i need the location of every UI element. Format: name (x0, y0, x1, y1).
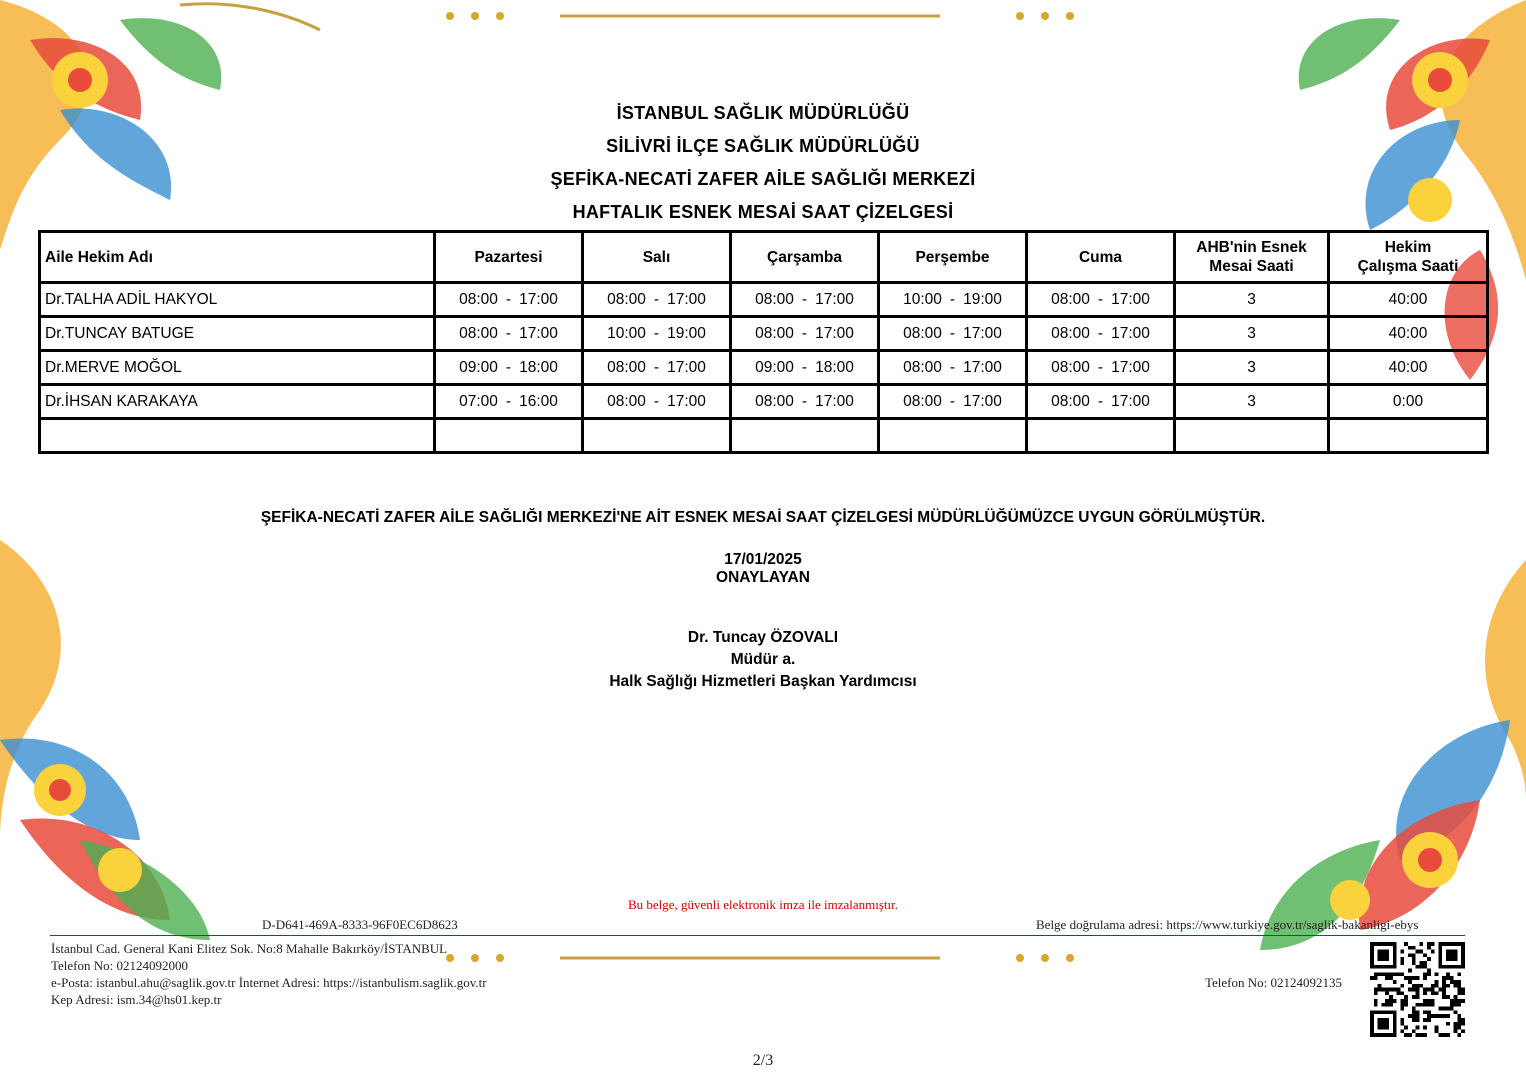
start-time: 08:00 (607, 358, 646, 376)
time-separator: - (653, 392, 660, 410)
gold-border-bottom-icon (430, 950, 1110, 966)
start-time: 09:00 (755, 358, 794, 376)
ahb-hours-cell: 3 (1175, 283, 1329, 317)
end-time: 18:00 (519, 358, 558, 376)
day-hours-cell (583, 317, 731, 351)
start-time: 08:00 (1051, 290, 1090, 308)
time-separator: - (1097, 324, 1104, 342)
column-header-monday: Pazartesi (435, 232, 583, 283)
end-time: 17:00 (815, 392, 854, 410)
document-title: HAFTALIK ESNEK MESAİ SAAT ÇİZELGESİ (572, 202, 954, 222)
start-time: 08:00 (1051, 324, 1090, 342)
start-time: 08:00 (755, 392, 794, 410)
start-time: 08:00 (1051, 392, 1090, 410)
day-hours-cell (435, 283, 583, 317)
table-row (40, 385, 1488, 419)
column-header-thursday: Perşembe (879, 232, 1027, 283)
footer-address: İstanbul Cad. General Kani Elitez Sok. No:8 Mahalle Bakırköy/İSTANBUL (51, 941, 448, 956)
end-time: 17:00 (963, 324, 1002, 342)
column-header-ahb-hours (1175, 232, 1329, 283)
signer-title: Müdür a. (730, 651, 796, 668)
ahb-hours-cell: 3 (1175, 351, 1329, 385)
day-hours-cell (435, 351, 583, 385)
start-time: 08:00 (755, 324, 794, 342)
footer-kep: Kep Adresi: ism.34@hs01.kep.tr (51, 992, 222, 1007)
time-separator: - (505, 392, 512, 410)
day-hours-cell (1027, 317, 1175, 351)
approver-label: ONAYLAYAN (716, 569, 810, 586)
day-hours-cell (731, 283, 879, 317)
day-hours-cell (1027, 283, 1175, 317)
end-time: 17:00 (1111, 290, 1150, 308)
day-hours-cell (435, 317, 583, 351)
table-row-empty (40, 419, 1488, 453)
end-time: 16:00 (519, 392, 558, 410)
start-time: 08:00 (607, 392, 646, 410)
verification-link[interactable]: Belge doğrulama adresi: https://www.turkiye.gov.tr/saglik-bakanligi-ebys (1036, 917, 1419, 932)
time-separator: - (653, 358, 660, 376)
column-header-doctor: Aile Hekim Adı (40, 232, 435, 283)
end-time: 17:00 (815, 290, 854, 308)
day-hours-cell (1027, 385, 1175, 419)
end-time: 19:00 (667, 324, 706, 342)
empty-cell (731, 419, 879, 453)
end-time: 17:00 (667, 392, 706, 410)
column-header-tuesday: Salı (583, 232, 731, 283)
column-header-ahb-line1: AHB'nin Esnek (1196, 239, 1307, 256)
signer-position: Halk Sağlığı Hizmetleri Başkan Yardımcısı (609, 673, 917, 690)
footer-phone: Telefon No: 02124092000 (51, 958, 189, 973)
day-hours-cell (879, 351, 1027, 385)
end-time: 17:00 (667, 290, 706, 308)
day-hours-cell (583, 385, 731, 419)
doctor-name: Dr.TALHA ADİL HAKYOL (40, 283, 435, 317)
end-time: 17:00 (815, 324, 854, 342)
day-hours-cell (583, 351, 731, 385)
end-time: 17:00 (1111, 324, 1150, 342)
start-time: 08:00 (459, 324, 498, 342)
time-separator: - (949, 392, 956, 410)
approval-date: 17/01/2025 (724, 551, 802, 568)
end-time: 17:00 (1111, 392, 1150, 410)
time-separator: - (505, 358, 512, 376)
column-header-ahb-line2: Mesai Saati (1209, 258, 1294, 275)
table-row (40, 351, 1488, 385)
signer-name: Dr. Tuncay ÖZOVALI (687, 629, 839, 646)
doctor-name: Dr.İHSAN KARAKAYA (40, 385, 435, 419)
time-separator: - (1097, 392, 1104, 410)
end-time: 19:00 (963, 290, 1002, 308)
start-time: 08:00 (1051, 358, 1090, 376)
schedule-table (38, 230, 1489, 454)
day-hours-cell (879, 317, 1027, 351)
time-separator: - (801, 324, 808, 342)
doctor-hours-cell: 40:00 (1329, 283, 1488, 317)
doctor-hours-cell: 0:00 (1329, 385, 1488, 419)
time-separator: - (505, 290, 512, 308)
day-hours-cell (435, 385, 583, 419)
doctor-hours-cell: 40:00 (1329, 317, 1488, 351)
footer-email-web: e-Posta: istanbul.ahu@saglik.gov.tr İnternet Adresi: https://istanbulism.saglik.gov.tr (51, 975, 487, 990)
time-separator: - (949, 324, 956, 342)
ahb-hours-cell: 3 (1175, 317, 1329, 351)
end-time: 17:00 (1111, 358, 1150, 376)
start-time: 09:00 (459, 358, 498, 376)
start-time: 10:00 (903, 290, 942, 308)
qr-code-icon (1370, 942, 1465, 1037)
doctor-name: Dr.MERVE MOĞOL (40, 351, 435, 385)
time-separator: - (949, 358, 956, 376)
day-hours-cell (1027, 351, 1175, 385)
esign-note: Bu belge, güvenli elektronik imza ile imzalanmıştır. (627, 897, 899, 912)
day-hours-cell (731, 385, 879, 419)
end-time: 17:00 (963, 392, 1002, 410)
footer-divider (50, 935, 1465, 936)
ahb-hours-cell: 3 (1175, 385, 1329, 419)
doctor-hours-cell: 40:00 (1329, 351, 1488, 385)
time-separator: - (1097, 358, 1104, 376)
empty-cell (1329, 419, 1488, 453)
empty-cell (435, 419, 583, 453)
start-time: 10:00 (607, 324, 646, 342)
column-header-hekim-line1: Hekim (1384, 239, 1432, 256)
end-time: 17:00 (667, 358, 706, 376)
document-code: D-D641-469A-8333-96F0EC6D8623 (262, 917, 458, 932)
table-row (40, 283, 1488, 317)
table-row (40, 317, 1488, 351)
empty-cell (40, 419, 435, 453)
start-time: 08:00 (755, 290, 794, 308)
page-number: 2/3 (752, 1052, 774, 1069)
column-header-doctor-hours (1329, 232, 1488, 283)
start-time: 08:00 (903, 392, 942, 410)
column-header-friday: Cuma (1027, 232, 1175, 283)
time-separator: - (505, 324, 512, 342)
time-separator: - (653, 290, 660, 308)
day-hours-cell (879, 385, 1027, 419)
start-time: 08:00 (903, 358, 942, 376)
start-time: 08:00 (903, 324, 942, 342)
day-hours-cell (731, 351, 879, 385)
center-title: ŞEFİKA-NECATİ ZAFER AİLE SAĞLIĞI MERKEZİ (550, 169, 976, 189)
day-hours-cell (879, 283, 1027, 317)
day-hours-cell (731, 317, 879, 351)
empty-cell (1027, 419, 1175, 453)
time-separator: - (653, 324, 660, 342)
footer-right-phone: Telefon No: 02124092135 (1205, 975, 1343, 990)
gold-border-top-icon (430, 8, 1110, 24)
start-time: 07:00 (459, 392, 498, 410)
end-time: 17:00 (519, 324, 558, 342)
column-header-hekim-line2: Çalışma Saati (1357, 258, 1459, 275)
empty-cell (879, 419, 1027, 453)
time-separator: - (801, 290, 808, 308)
day-hours-cell (583, 283, 731, 317)
start-time: 08:00 (459, 290, 498, 308)
institution-title: İSTANBUL SAĞLIK MÜDÜRLÜĞÜ (616, 103, 910, 123)
end-time: 17:00 (963, 358, 1002, 376)
column-header-wednesday: Çarşamba (731, 232, 879, 283)
end-time: 17:00 (519, 290, 558, 308)
doctor-name: Dr.TUNCAY BATUGE (40, 317, 435, 351)
time-separator: - (949, 290, 956, 308)
empty-cell (583, 419, 731, 453)
time-separator: - (1097, 290, 1104, 308)
start-time: 08:00 (607, 290, 646, 308)
time-separator: - (801, 358, 808, 376)
approval-statement: ŞEFİKA-NECATİ ZAFER AİLE SAĞLIĞI MERKEZİ'NE AİT ESNEK MESAİ SAAT ÇİZELGESİ MÜDÜRLÜĞÜMÜZCE UYGUN GÖRÜLMÜŞTÜR. (260, 509, 1266, 526)
table-header-row (40, 232, 1488, 283)
time-separator: - (801, 392, 808, 410)
district-title: SİLİVRİ İLÇE SAĞLIK MÜDÜRLÜĞÜ (606, 136, 920, 156)
empty-cell (1175, 419, 1329, 453)
end-time: 18:00 (815, 358, 854, 376)
